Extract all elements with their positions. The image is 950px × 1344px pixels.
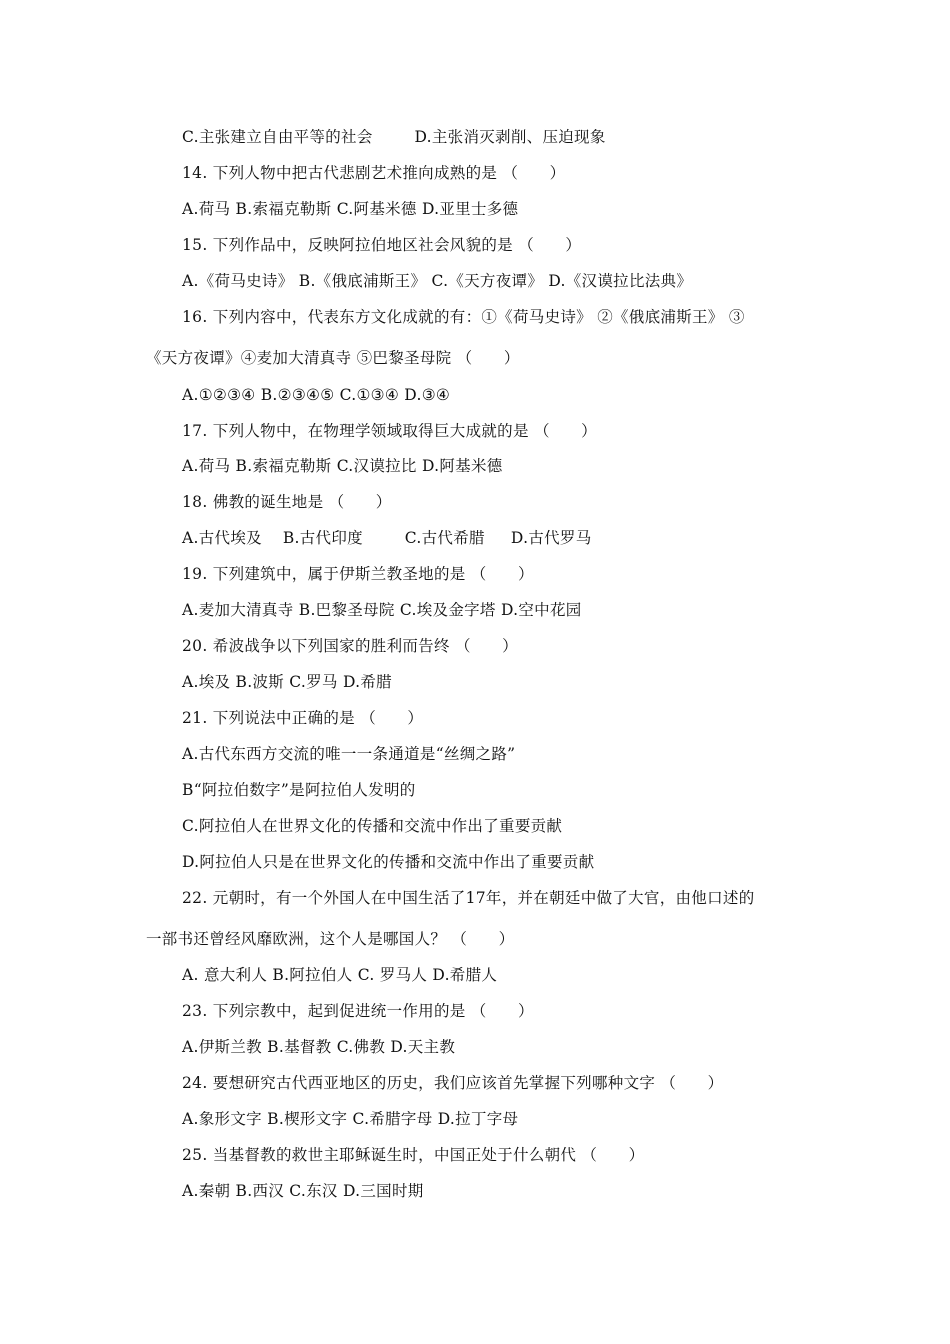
question-16-continued: 《天方夜谭》④麦加大清真寺 ⑤巴黎圣母院 （ ） bbox=[146, 349, 520, 367]
question-20: 20. 希波战争以下列国家的胜利而告终 （ ） bbox=[182, 637, 518, 655]
options-14: A.荷马 B.索福克勒斯 C.阿基米德 D.亚里士多德 bbox=[182, 200, 519, 218]
options-18: A.古代埃及 B.古代印度 C.古代希腊 D.古代罗马 bbox=[182, 529, 592, 547]
option-line-13-cd: C.主张建立自由平等的社会 D.主张消灭剥削、压迫现象 bbox=[182, 128, 606, 146]
question-23: 23. 下列宗教中，起到促进统一作用的是 （ ） bbox=[182, 1002, 534, 1020]
option-21-b: B“阿拉伯数字”是阿拉伯人发明的 bbox=[182, 781, 416, 799]
option-21-c: C.阿拉伯人在世界文化的传播和交流中作出了重要贡献 bbox=[182, 817, 563, 835]
option-21-a: A.古代东西方交流的唯一一条通道是“丝绸之路” bbox=[182, 745, 516, 763]
options-15: A.《荷马史诗》 B.《俄底浦斯王》 C.《天方夜谭》 D.《汉谟拉比法典》 bbox=[182, 272, 693, 290]
options-24: A.象形文字 B.楔形文字 C.希腊字母 D.拉丁字母 bbox=[182, 1110, 519, 1128]
options-17: A.荷马 B.索福克勒斯 C.汉谟拉比 D.阿基米德 bbox=[182, 457, 503, 475]
question-18: 18. 佛教的诞生地是 （ ） bbox=[182, 493, 392, 511]
question-14: 14. 下列人物中把古代悲剧艺术推向成熟的是 （ ） bbox=[182, 164, 566, 182]
question-24: 24. 要想研究古代西亚地区的历史，我们应该首先掌握下列哪种文字 （ ） bbox=[182, 1074, 724, 1092]
question-22: 22. 元朝时，有一个外国人在中国生活了17年，并在朝廷中做了大官，由他口述的 bbox=[182, 889, 755, 907]
options-19: A.麦加大清真寺 B.巴黎圣母院 C.埃及金字塔 D.空中花园 bbox=[182, 601, 582, 619]
options-16: A.①②③④ B.②③④⑤ C.①③④ D.③④ bbox=[182, 386, 451, 404]
question-19: 19. 下列建筑中，属于伊斯兰教圣地的是 （ ） bbox=[182, 565, 534, 583]
question-15: 15. 下列作品中，反映阿拉伯地区社会风貌的是 （ ） bbox=[182, 236, 582, 254]
option-21-d: D.阿拉伯人只是在世界文化的传播和交流中作出了重要贡献 bbox=[182, 853, 595, 871]
question-21: 21. 下列说法中正确的是 （ ） bbox=[182, 709, 424, 727]
options-25: A.秦朝 B.西汉 C.东汉 D.三国时期 bbox=[182, 1182, 424, 1200]
question-22-continued: 一部书还曾经风靡欧洲，这个人是哪国人？ （ ） bbox=[146, 930, 515, 948]
options-20: A.埃及 B.波斯 C.罗马 D.希腊 bbox=[182, 673, 392, 691]
options-22: A. 意大利人 B.阿拉伯人 C. 罗马人 D.希腊人 bbox=[182, 966, 498, 984]
question-16: 16. 下列内容中，代表东方文化成就的有：①《荷马史诗》 ②《俄底浦斯王》 ③ bbox=[182, 308, 745, 326]
options-23: A.伊斯兰教 B.基督教 C.佛教 D.天主教 bbox=[182, 1038, 456, 1056]
question-17: 17. 下列人物中，在物理学领域取得巨大成就的是 （ ） bbox=[182, 422, 597, 440]
question-25: 25. 当基督教的救世主耶稣诞生时，中国正处于什么朝代 （ ） bbox=[182, 1146, 645, 1164]
